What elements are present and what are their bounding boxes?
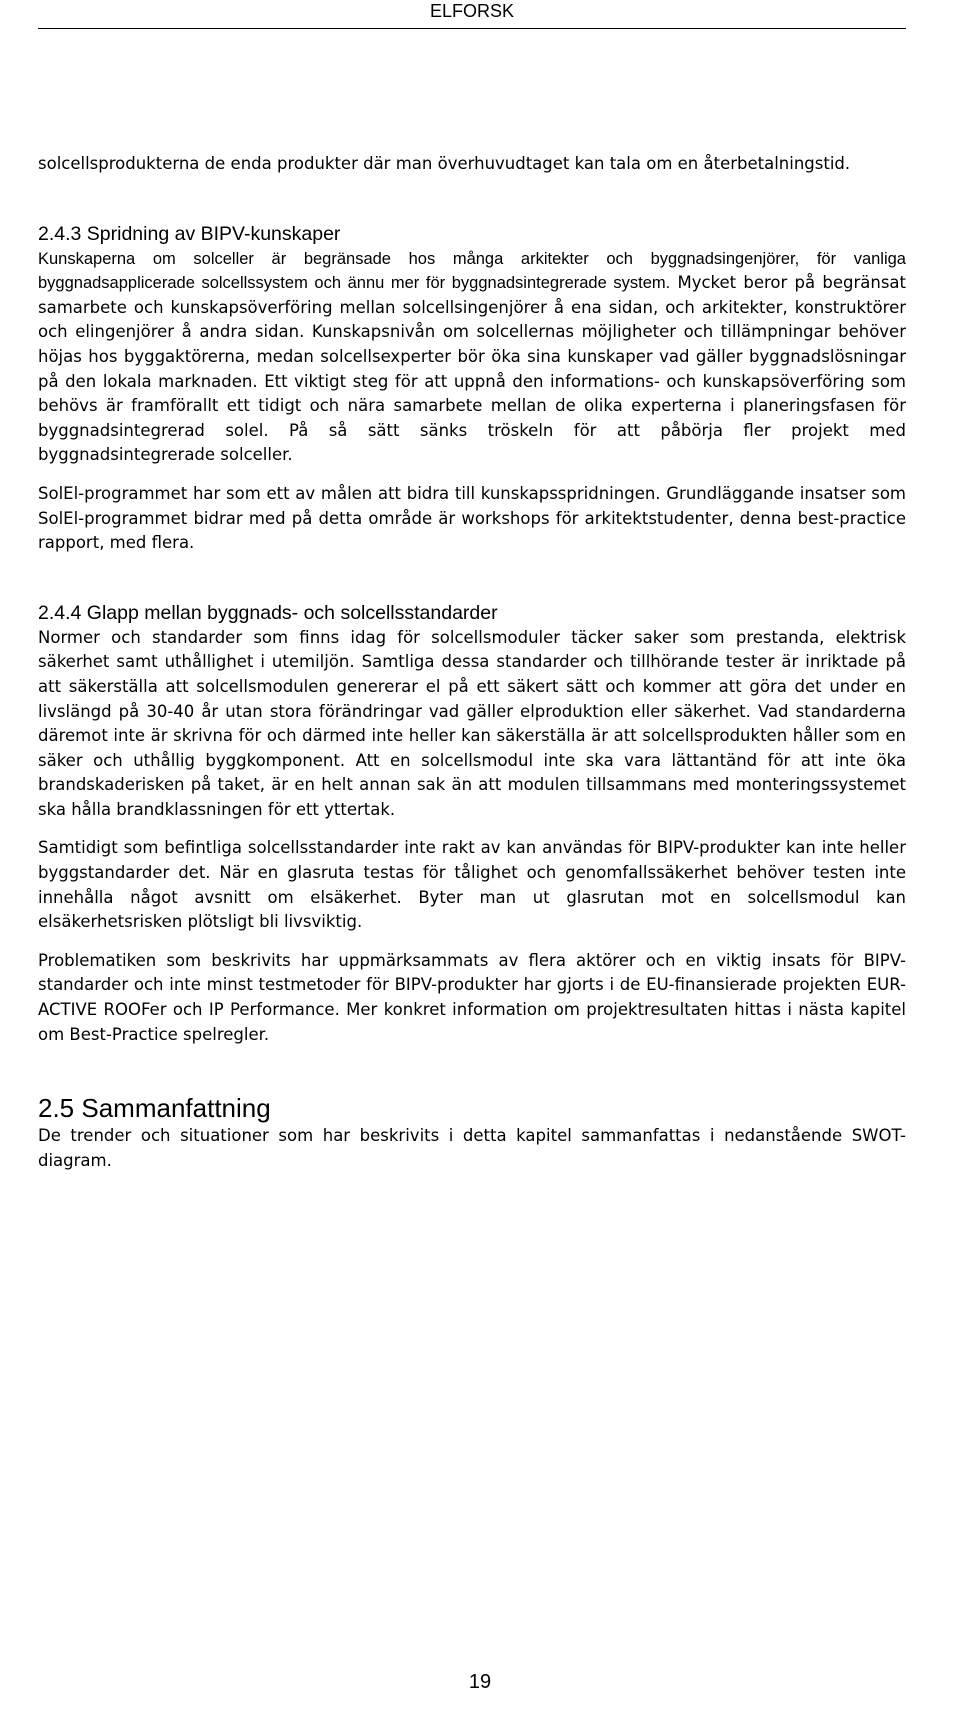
section-heading-2-5: 2.5 Sammanfattning xyxy=(38,1093,271,1124)
section-2-5 xyxy=(38,1092,906,1173)
paragraph-standards: Normer och standarder som finns idag för solcellsmoduler täcker saker som prestanda, elektrisk säkerhet samt uthållighet i utemiljön. Samtliga dessa standarder och tillhörande tester är inriktade på att säkerställa att solcellsmodulen genererar el på ett säkert sätt och kommer att göra det under en livslängd på 30-40 år utan stora förändringar vad gäller elproduktion eller säkerhet. Vad standarderna däremot inte är skrivna för och därmed inte heller kan säkerställa är att solcellsprodukten håller som en säker och uthållig byggkomponent. Att en solcellsmodul inte ska vara lättantänd för att inte öka brandskaderisken på taket, är en helt annan sak än att modulen tillsammans med monteringssystemet ska hålla brandklassningen för ett yttertak. xyxy=(38,627,906,819)
paragraph-problem: Problematiken som beskrivits har uppmärksammats av flera aktörer och en viktig insats för BIPV-standarder och inte minst testmetoder för BIPV-produkter har gjorts i de EU-finansierade projekten EUR-ACTIVE ROOFer och IP Performance. Mer konkret information om projektresultaten hittas i nästa kapitel om Best-Practice spelregler. xyxy=(38,950,906,1044)
section-heading-2-4-3: 2.4.3 Spridning av BIPV-kunskaper xyxy=(38,222,341,245)
paragraph-solel-program: SolEl-programmet har som ett av målen att bidra till kunskapsspridningen. Grundläggande insatser som SolEl-programmet bidrar med på detta område är workshops för arkitektstudenter, denna best-practice rapport, med flera. xyxy=(38,483,906,553)
header-title: ELFORSK xyxy=(429,1,515,21)
paragraph-summary: De trender och situationer som har beskrivits i detta kapitel sammanfattas i nedanstående SWOT-diagram. xyxy=(38,1126,906,1170)
paragraph-bipv-standards: Samtidigt som befintliga solcellsstandarder inte rakt av kan användas för BIPV-produkter kan inte heller byggstandarder det. När en glasruta testas för tålighet och genomfallssäkerhet behöver testen inte innehålla något avsnitt om elsäkerhet. Byter man ut glasrutan mot en solcellsmodul kan elsäkerhetsrisken plötsligt bli livsviktig. xyxy=(38,838,906,932)
paragraph-knowledge-rest: Mycket beror på begränsat samarbete och kunskapsöverföring mellan solcellsingenjörer å ena sidan, och arkitekter, konstruktörer och elingenjörer å andra sidan. Kunskapsnivån om solcellernas möjligheter och tillämpningar behöver höjas hos byggaktörerna, medan solcellsexperter bör öka sina kunskaper vad gäller byggnadslösningar på den lokala marknaden. Ett viktigt steg för att uppnå den informations- och kunskapsöverföring som behövs är framförallt ett tidigt och nära samarbete mellan de olika experterna i planeringsfasen för byggnadsintegrerad solel. På så sätt sänks tröskeln för att påbörja fler projekt med byggnadsintegrerade solceller. xyxy=(38,273,906,465)
running-header xyxy=(38,0,906,29)
page-content xyxy=(38,152,906,1173)
section-heading-2-4-4: 2.4.4 Glapp mellan byggnads- och solcellsstandarder xyxy=(38,601,498,624)
intro-paragraph: solcellsprodukterna de enda produkter där man överhuvudtaget kan tala om en återbetalningstid. xyxy=(38,154,851,173)
paragraph-knowledge-lead: Kunskaperna om solceller är begränsade hos många arkitekter och byggnadsingenjörer, för vanliga byggnadsapplicerade solcellssystem och ännu mer för byggnadsintegrerade system. xyxy=(38,249,906,293)
page-number: 19 xyxy=(468,1671,492,1693)
section-2-4-3 xyxy=(38,221,906,556)
section-2-4-4 xyxy=(38,600,906,1048)
paragraph-knowledge xyxy=(38,247,906,468)
